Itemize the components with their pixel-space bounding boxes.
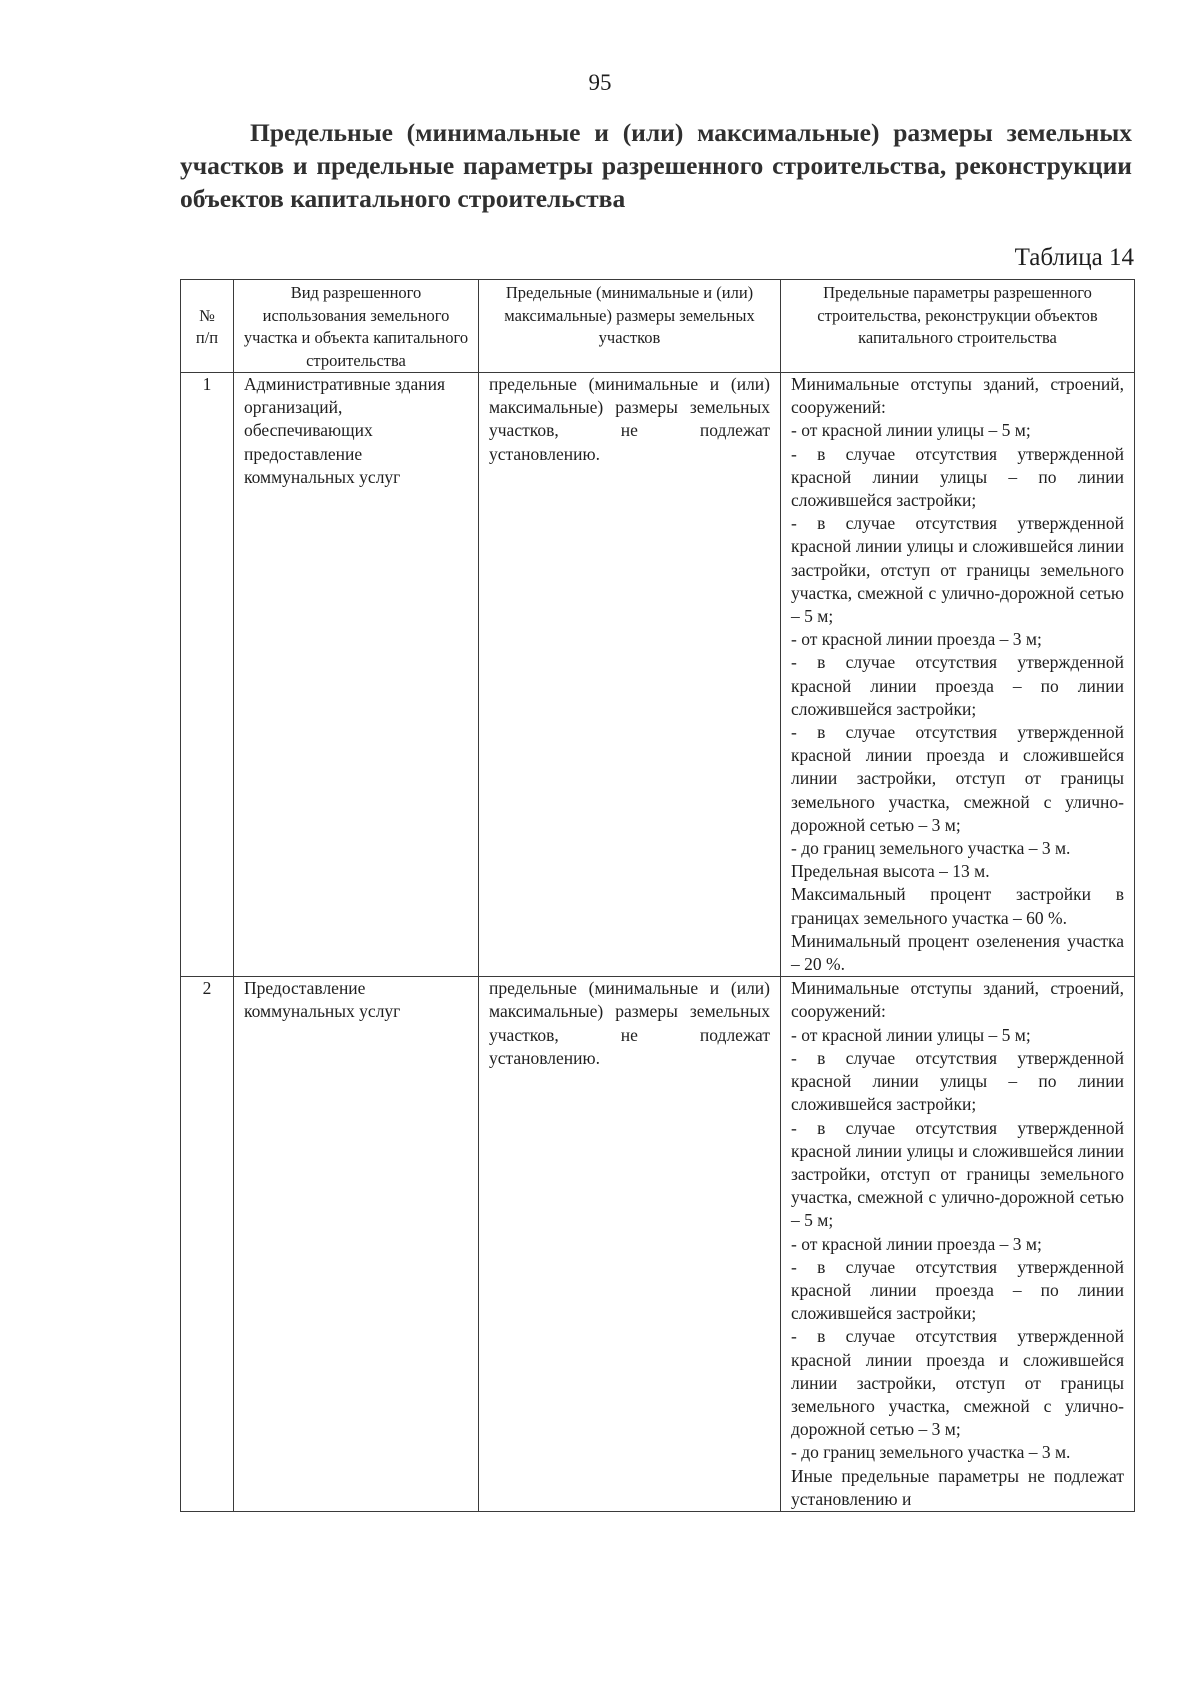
- param-line: Минимальные отступы зданий, строений, сооружений:: [791, 978, 1124, 1022]
- row-number: 1: [181, 373, 234, 977]
- header-plot-size: Предельные (минимальные и (или) максимальные) размеры земельных участков: [479, 280, 781, 373]
- header-construction-params: Предельные параметры разрешенного строительства, реконструкции объектов капитального строительства: [781, 280, 1135, 373]
- param-line: - до границ земельного участка – 3 м.: [791, 838, 1071, 859]
- table-row: [181, 373, 1135, 977]
- param-line: - в случае отсутствия утвержденной красной линии улицы и сложившейся линии застройки, отступ от границы земельного участка, смежной с улично-дорожной сетью – 5 м;: [791, 1117, 1124, 1231]
- header-number-symbol: №: [199, 305, 215, 325]
- param-line: Минимальный процент озеленения участка – 20 %.: [791, 930, 1124, 975]
- param-line: - в случае отсутствия утвержденной красной линии улицы – по линии сложившейся застройки;: [791, 443, 1124, 511]
- row-permitted-use: Предоставление коммунальных услуг: [234, 977, 479, 1512]
- row-plot-size: предельные (минимальные и (или) максимальные) размеры земельных участков, не подлежат установлению.: [479, 977, 781, 1512]
- table-caption: Таблица 14: [1014, 244, 1134, 271]
- param-line: Предельная высота – 13 м.: [791, 861, 990, 882]
- row-permitted-use: Административные здания организаций, обеспечивающих предоставление коммунальных услуг: [234, 373, 479, 977]
- param-line: - до границ земельного участка – 3 м.: [791, 1442, 1071, 1463]
- table-row: [181, 977, 1135, 1512]
- header-permitted-use: Вид разрешенного использования земельного участка и объекта капитального строительства: [234, 280, 479, 373]
- row-construction-params: [781, 373, 1135, 977]
- parameters-table: [180, 279, 1135, 1512]
- param-line: - от красной линии улицы – 5 м;: [791, 1024, 1031, 1045]
- header-number: [181, 280, 234, 373]
- row-construction-params: [781, 977, 1135, 1512]
- header-number-abbr: п/п: [195, 328, 219, 347]
- param-line: - в случае отсутствия утвержденной красной линии улицы и сложившейся линии застройки, отступ от границы земельного участка, смежной с улично-дорожной сетью – 5 м;: [791, 513, 1124, 627]
- heading-text: Предельные (минимальные и (или) максимальные) размеры земельных участков и предельные параметры разрешенного строительства, реконструкции объектов капитального строительства: [180, 118, 1132, 213]
- param-line: Минимальные отступы зданий, строений, сооружений:: [791, 374, 1124, 418]
- param-line: - в случае отсутствия утвержденной красной линии проезда – по линии сложившейся застройки;: [791, 1256, 1124, 1324]
- param-line: Иные предельные параметры не подлежат установлению и: [791, 1465, 1124, 1509]
- param-line: - в случае отсутствия утвержденной красной линии проезда и сложившейся линии застройки, отступ от границы земельного участка, смежной с улично-дорожной сетью – 3 м;: [791, 722, 1124, 835]
- param-line: - в случае отсутствия утвержденной красной линии улицы – по линии сложившейся застройки;: [791, 1047, 1124, 1115]
- param-line: - от красной линии проезда – 3 м;: [791, 629, 1042, 650]
- param-line: - в случае отсутствия утвержденной красной линии проезда – по линии сложившейся застройки;: [791, 652, 1124, 719]
- param-line: - от красной линии проезда – 3 м;: [791, 1233, 1042, 1254]
- table-header-row: [181, 280, 1135, 373]
- param-line: Максимальный процент застройки в границах земельного участка – 60 %.: [791, 884, 1124, 928]
- document-heading: [180, 116, 1132, 215]
- row-plot-size: предельные (минимальные и (или) максимальные) размеры земельных участков, не подлежат установлению.: [479, 373, 781, 977]
- param-line: - в случае отсутствия утвержденной красной линии проезда и сложившейся линии застройки, отступ от границы земельного участка, смежной с улично-дорожной сетью – 3 м;: [791, 1326, 1124, 1440]
- param-line: - от красной линии улицы – 5 м;: [791, 420, 1031, 441]
- page-number: 95: [588, 70, 612, 95]
- row-number: 2: [181, 977, 234, 1512]
